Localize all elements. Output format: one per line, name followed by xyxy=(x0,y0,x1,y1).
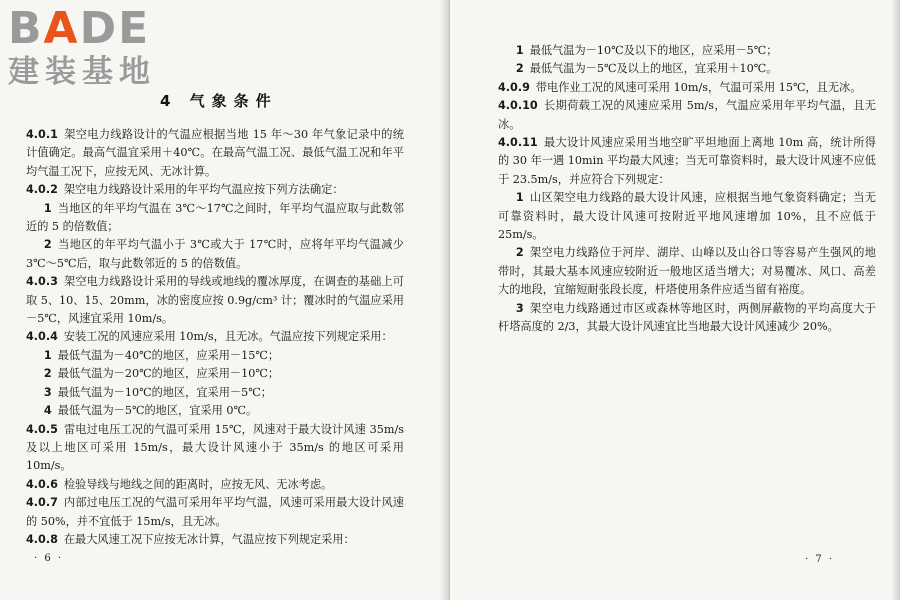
page-number-right: · 7 · xyxy=(805,554,835,565)
clause-number: 1 xyxy=(515,44,524,57)
clause-text: 最低气温为－40℃的地区，应采用－15℃； xyxy=(57,348,280,362)
clause-paragraph xyxy=(498,60,876,78)
clause-paragraph xyxy=(26,421,404,476)
clause-paragraph xyxy=(498,79,876,97)
clause-number: 4.0.9 xyxy=(498,80,530,94)
clause-paragraph xyxy=(498,134,876,189)
clause-number: 1 xyxy=(515,191,524,205)
clause-paragraph xyxy=(26,328,404,346)
clause-text: 最低气温为－10℃的地区，宜采用－5℃； xyxy=(57,385,272,399)
clause-paragraph xyxy=(26,181,404,199)
clause-text: 山区架空电力线路的最大设计风速，应根据当地气象资料确定；当无可靠资料时，最大设计风速可按附近平地风速增加 10%，且不应低于 25m/s。 xyxy=(498,191,876,242)
left-page xyxy=(0,0,446,600)
clause-paragraph xyxy=(26,200,404,237)
clause-number: 4.0.10 xyxy=(498,99,538,113)
clause-number: 4.0.4 xyxy=(26,330,58,344)
clause-number: 4.0.6 xyxy=(26,477,58,491)
page-number-left: · 6 · xyxy=(34,553,64,564)
clause-text: 架空电力线路设计采用的年平均气温应按下列方法确定： xyxy=(63,183,344,197)
clause-number: 4.0.7 xyxy=(26,496,58,510)
clause-paragraph xyxy=(26,402,404,420)
clause-number: 2 xyxy=(43,367,52,381)
clause-number: 4.0.5 xyxy=(26,422,58,436)
clause-number: 4.0.2 xyxy=(26,183,58,197)
clause-text: 当地区的年平均气温在 3℃～17℃之间时，年平均气温应取与此数邻近的 5 的倍数值； xyxy=(26,201,404,234)
clause-number: 4.0.11 xyxy=(498,136,538,150)
clause-text: 当地区的年平均气温小于 3℃或大于 17℃时，应将年平均气温减少 3℃～5℃后，取与此数邻近的 5 的倍数值。 xyxy=(26,238,404,270)
clause-text: 架空电力线路设计的气温应根据当地 15 年～30 年气象记录中的统计值确定。最高气温宜采用＋40℃。在最高气温工况、最低气温工况和年平均气温工况下，应按无风、无冰计算。 xyxy=(26,128,404,178)
clause-text: 雷电过电压工况的气温可采用 15℃，风速对于最大设计风速 35m/s 及以上地区可采用 15m/s，最大设计风速小于 35m/s 的地区可采用 10m/s。 xyxy=(26,422,404,473)
clause-text: 安装工况的风速应采用 10m/s，且无冰。气温应按下列规定采用： xyxy=(63,330,393,344)
clause-number: 1 xyxy=(43,348,52,362)
clause-number: 4.0.1 xyxy=(26,128,58,141)
clause-text: 架空电力线路位于河岸、湖岸、山峰以及山谷口等容易产生强风的地带时，其最大基本风速应较附近一般地区适当增大；对易覆冰、风口、高差大的地段，宜缩短耐张段长度，杆塔使用条件应适当留有裕度。 xyxy=(498,246,876,297)
clause-paragraph xyxy=(498,300,876,337)
clause-paragraph xyxy=(26,236,404,273)
clause-paragraph xyxy=(26,365,404,383)
clause-number: 4 xyxy=(43,404,52,418)
clause-paragraph xyxy=(498,244,876,299)
left-page-body xyxy=(26,126,404,549)
clause-paragraph xyxy=(26,126,404,181)
clause-text: 最大设计风速应采用当地空旷平坦地面上离地 10m 高，统计所得的 30 年一遇 10min 平均最大风速；当无可靠资料时，最大设计风速不应低于 23.5m/s，并应符合下列规定： xyxy=(498,136,876,186)
clause-text: 最低气温为－5℃的地区，宜采用 0℃。 xyxy=(57,404,258,418)
clause-text: 架空电力线路通过市区或森林等地区时，两侧屏蔽物的平均高度大于杆塔高度的 2/3，其最大设计风速宜比当地最大设计风速减少 20%。 xyxy=(498,301,876,334)
clause-text: 架空电力线路设计采用的导线或地线的覆冰厚度，在调查的基础上可取 5、10、15、20mm，冰的密度应按 0.9g/cm³ 计；覆冰时的气温应采用－5℃，风速宜采用 10m/s。 xyxy=(26,275,404,326)
clause-number: 4.0.3 xyxy=(26,275,58,289)
clause-paragraph xyxy=(26,273,404,328)
clause-number: 2 xyxy=(43,238,52,252)
clause-paragraph xyxy=(26,494,404,531)
clause-number: 3 xyxy=(515,301,524,315)
bade-logo xyxy=(8,3,156,90)
right-page xyxy=(450,0,900,600)
chapter-title: 4 气象条件 xyxy=(160,92,278,110)
clause-paragraph xyxy=(498,97,876,134)
clause-number: 2 xyxy=(515,62,524,76)
page-edge xyxy=(892,0,900,600)
clause-text: 带电作业工况的风速可采用 10m/s，气温可采用 15℃，且无冰。 xyxy=(535,80,862,94)
clause-paragraph xyxy=(26,384,404,402)
clause-paragraph xyxy=(498,189,876,244)
clause-paragraph xyxy=(26,531,404,549)
clause-text: 在最大风速工况下应按无冰计算，气温应按下列规定采用： xyxy=(63,532,355,546)
clause-text: 检验导线与地线之间的距离时，应按无风、无冰考虑。 xyxy=(63,477,333,491)
clause-text: 最低气温为－20℃的地区，应采用－10℃； xyxy=(57,367,280,381)
clause-number: 2 xyxy=(515,246,524,260)
right-page-body xyxy=(498,42,876,337)
clause-paragraph xyxy=(26,476,404,494)
logo-subtitle: 建装基地 xyxy=(8,54,156,90)
clause-number: 3 xyxy=(43,385,52,399)
logo-wordmark: BADE xyxy=(8,3,151,54)
clause-text: 最低气温为－5℃及以上的地区，宜采用＋10℃。 xyxy=(529,62,778,76)
clause-text: 内部过电压工况的气温可采用年平均气温，风速可采用最大设计风速的 50%，并不宜低于 15m/s，且无冰。 xyxy=(26,496,404,528)
clause-text: 最低气温为－10℃及以下的地区，应采用－5℃； xyxy=(529,44,778,57)
clause-paragraph xyxy=(26,347,404,365)
clause-paragraph xyxy=(498,42,876,60)
clause-text: 长期荷载工况的风速应采用 5m/s，气温应采用年平均气温，且无冰。 xyxy=(498,99,876,131)
clause-number: 1 xyxy=(43,201,52,215)
clause-number: 4.0.8 xyxy=(26,532,58,546)
